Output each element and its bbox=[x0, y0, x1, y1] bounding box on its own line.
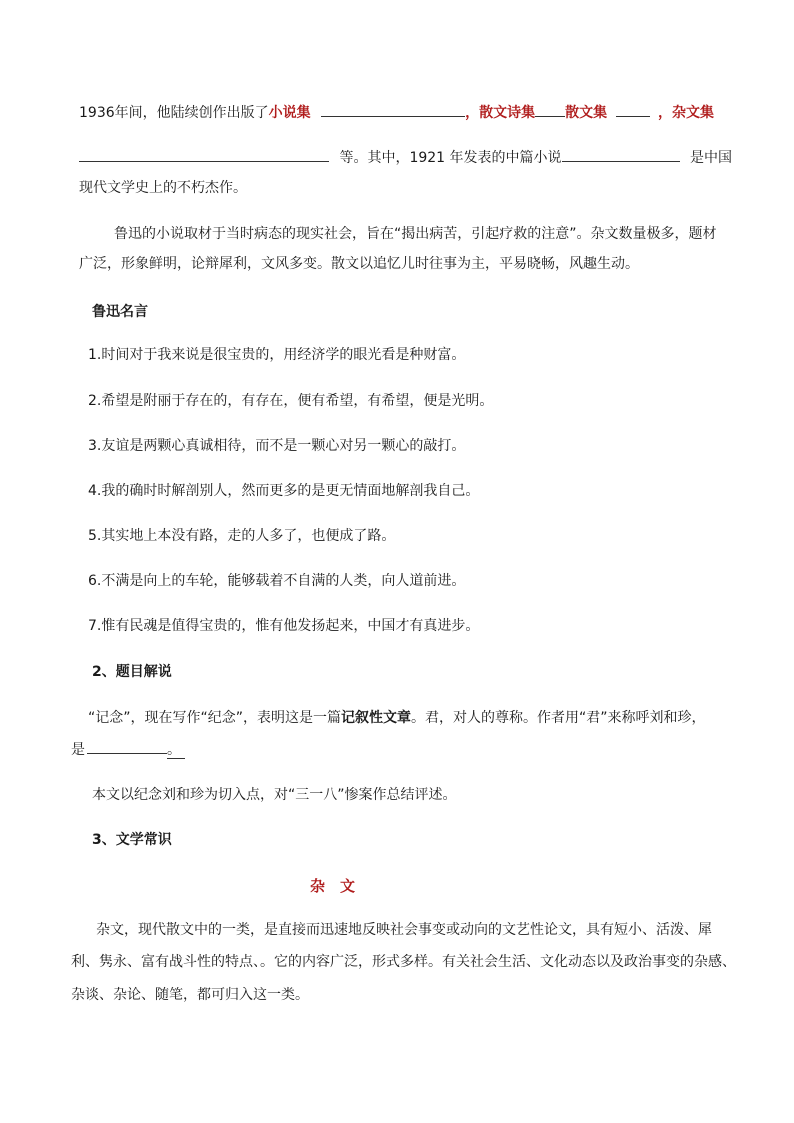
section-2-heading: 2、题目解说 bbox=[92, 664, 172, 680]
quote-item: 2.希望是附丽于存在的，有存在，便有希望，有希望，便是光明。 bbox=[88, 393, 494, 409]
section-3-line-2: 利、隽永、富有战斗性的特点、。它的内容广泛，形式多样。有关社会生活、文化动态以及政治事变的杂感、 bbox=[71, 954, 736, 970]
zawen-title: 杂 文 bbox=[310, 877, 356, 895]
section-3-line-1: 杂文，现代散文中的一类，是直接而迅速地反映社会事变或动向的文艺性论文，具有短小、活泼、犀 bbox=[96, 922, 712, 938]
fill-blank[interactable] bbox=[87, 739, 167, 754]
quote-item: 6.不满是向上的车轮，能够载着不自满的人类，向人道前进。 bbox=[88, 573, 466, 589]
text: 是中国 bbox=[690, 150, 732, 166]
para-1-line-3: 现代文学史上的不朽杰作。 bbox=[79, 180, 247, 196]
keyword-zawenji: 杂文集 bbox=[672, 105, 714, 121]
keyword-xiaoshuoji: 小说集 bbox=[268, 105, 311, 121]
comma: ， bbox=[658, 105, 672, 121]
keyword-sanwenji: 散文集 bbox=[565, 105, 608, 121]
para-1-line-2 bbox=[79, 147, 732, 168]
para-2-line-1: 鲁迅的小说取材于当时病态的现实社会，旨在“揭出病苦，引起疗救的注意”。杂文数量极多，题材 bbox=[114, 226, 717, 242]
quote-item: 7.惟有民魂是值得宝贵的，惟有他发扬起来，中国才有真进步。 bbox=[88, 618, 480, 634]
para-1-line-1 bbox=[79, 102, 714, 123]
para-2-line-2: 广泛，形象鲜明，论辩犀利，文风多变。散文以追忆儿时往事为主，平易晓畅，风趣生动。 bbox=[79, 256, 639, 272]
comma: ， bbox=[465, 105, 480, 121]
fill-blank[interactable] bbox=[562, 147, 680, 162]
section-2-line-2 bbox=[71, 739, 185, 760]
fill-blank[interactable] bbox=[321, 102, 465, 117]
text: 。君，对人的尊称。作者用“君”来称呼刘和珍， bbox=[411, 710, 706, 726]
section-3-line-3: 杂谈、杂论、随笔，都可归入这一类。 bbox=[71, 987, 309, 1003]
quotes-heading: 鲁迅名言 bbox=[92, 304, 148, 320]
quote-item: 3.友谊是两颗心真诚相待，而不是一颗心对另一颗心的敲打。 bbox=[88, 438, 466, 454]
section-2-line-1 bbox=[88, 708, 706, 728]
fill-blank[interactable] bbox=[535, 102, 565, 117]
keyword-sanwenshiji: 散文诗集 bbox=[479, 105, 536, 121]
text: 等。其中，1921 年发表的中篇小说 bbox=[339, 150, 562, 166]
quote-item: 1.时间对于我来说是很宝贵的，用经济学的眼光看是种财富。 bbox=[88, 347, 466, 363]
section-2-line-3: 本文以纪念刘和珍为切入点，对“三一八”惨案作总结评述。 bbox=[92, 787, 457, 803]
quote-item: 5.其实地上本没有路，走的人多了，也便成了路。 bbox=[88, 528, 396, 544]
text: “记念”，现在写作“纪念”，表明这是一篇 bbox=[88, 710, 342, 726]
fill-blank[interactable] bbox=[616, 102, 650, 117]
text: 。 bbox=[167, 742, 185, 759]
text: 是 bbox=[71, 742, 85, 758]
keyword-jixuxing: 记叙性文章 bbox=[341, 710, 412, 726]
fill-blank[interactable] bbox=[79, 147, 329, 162]
section-3-heading: 3、文学常识 bbox=[92, 832, 172, 848]
quote-item: 4.我的确时时解剖别人，然而更多的是更无情面地解剖我自己。 bbox=[88, 483, 480, 499]
text: 1936年间，他陆续创作出版了 bbox=[79, 105, 269, 121]
